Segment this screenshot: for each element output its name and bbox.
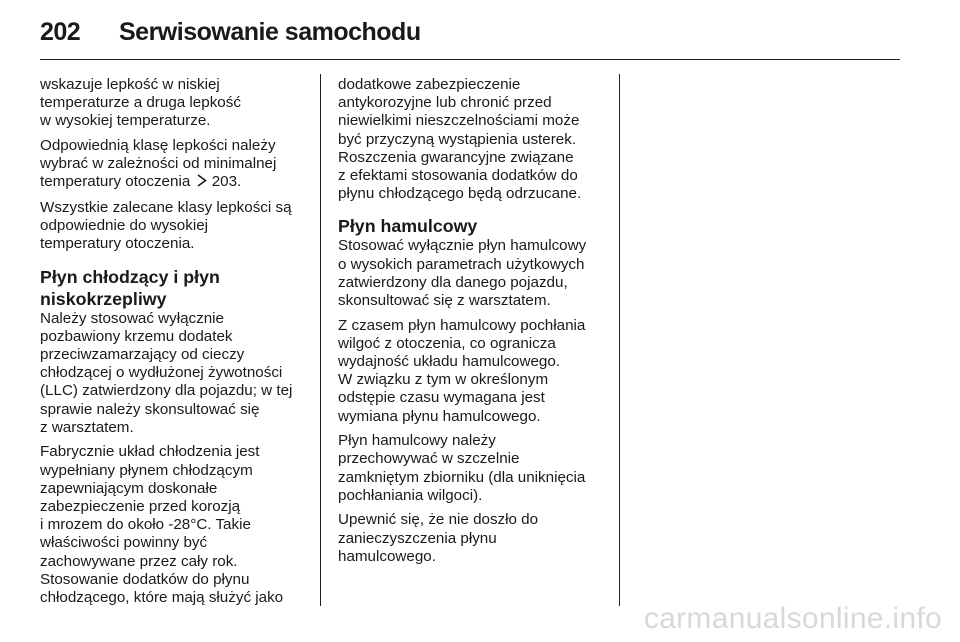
text-line: zatwierdzony dla danego pojazdu, bbox=[338, 273, 568, 291]
text-line: chłodzącej o wydłużonej żywotności bbox=[40, 364, 283, 382]
text-line: przechowywać w szczelnie bbox=[338, 450, 520, 468]
paragraph-brake-fluid-contamination bbox=[338, 511, 610, 566]
text-line: wskazuje lepkość w niskiej bbox=[40, 76, 220, 93]
text-line: sprawie należy skonsultować się bbox=[40, 400, 260, 418]
text-line: zabezpieczenie przed korozją bbox=[40, 498, 241, 516]
text-line: dodatkowe zabezpieczenie bbox=[338, 76, 521, 93]
text-line: wybrać w zależności od minimalnej bbox=[40, 155, 277, 173]
text-line: z efektami stosowania dodatków do bbox=[338, 167, 578, 185]
text-line: być przyczyną wystąpienia usterek. bbox=[338, 130, 577, 148]
text-line: Płyn hamulcowy należy bbox=[338, 432, 496, 450]
text-line: odpowiednie do wysokiej bbox=[40, 217, 209, 235]
heading-line: niskokrzepliwy bbox=[40, 288, 167, 309]
site-watermark: carmanualsonline.info bbox=[643, 602, 942, 635]
paragraph-coolant-type bbox=[40, 310, 312, 437]
heading-line: Płyn chłodzący i płyn bbox=[40, 266, 220, 287]
text-line: z warsztatem. bbox=[40, 418, 134, 436]
paragraph-brake-fluid-moisture bbox=[338, 317, 610, 426]
text-line: hamulcowego. bbox=[338, 547, 436, 565]
text-line: pozbawiony krzemu dodatek bbox=[40, 327, 233, 345]
text-line: Fabrycznie układ chłodzenia jest bbox=[40, 443, 260, 461]
section-heading-coolant bbox=[40, 266, 312, 310]
text-line: temperatury otoczenia. bbox=[40, 235, 195, 253]
text-line: antykorozyjne lub chronić przed bbox=[338, 94, 552, 112]
text-line: odstępie czasu wymagana jest bbox=[338, 389, 545, 407]
paragraph-viscosity-intro bbox=[40, 76, 312, 131]
text-line: temperatury otoczenia bbox=[40, 173, 195, 191]
text-line-with-reference bbox=[40, 173, 312, 192]
paragraph-coolant-factory-fill bbox=[40, 443, 312, 607]
text-line: chłodzącego, które mają służyć jako bbox=[40, 589, 284, 607]
text-line: Z czasem płyn hamulcowy pochłania bbox=[338, 316, 586, 334]
column-divider-right bbox=[619, 74, 620, 606]
text-line: Wszystkie zalecane klasy lepkości są bbox=[40, 199, 292, 216]
text-line: płynu chłodzącego będą odrzucane. bbox=[338, 185, 582, 203]
text-column-2 bbox=[338, 76, 610, 572]
page-reference-arrow-icon[interactable] bbox=[197, 174, 207, 192]
paragraph-brake-fluid-storage bbox=[338, 432, 610, 505]
text-line: o wysokich parametrach użytkowych bbox=[338, 255, 585, 273]
page-reference-number[interactable]: 203. bbox=[207, 173, 242, 191]
text-line: zamkniętym zbiorniku (dla uniknięcia bbox=[338, 468, 586, 486]
text-line: Stosować wyłącznie płyn hamulcowy bbox=[338, 237, 587, 255]
paragraph-viscosity-high-temp bbox=[40, 199, 312, 254]
text-line: pochłaniania wilgoci). bbox=[338, 486, 483, 504]
text-line: wilgoć z otoczenia, co ogranicza bbox=[338, 334, 556, 352]
text-line: Odpowiednią klasę lepkości należy bbox=[40, 137, 276, 154]
text-line: zapewniającym doskonałe bbox=[40, 479, 218, 497]
text-line: wypełniany płynem chłodzącym bbox=[40, 461, 253, 479]
text-line: (LLC) zatwierdzony dla pojazdu; w tej bbox=[40, 382, 293, 400]
text-line: temperaturze a druga lepkość bbox=[40, 94, 241, 112]
text-line: Stosowanie dodatków do płynu bbox=[40, 570, 250, 588]
text-line: Należy stosować wyłącznie bbox=[40, 309, 225, 327]
text-line: zachowywane przez cały rok. bbox=[40, 552, 238, 570]
text-line: W związku z tym w określonym bbox=[338, 371, 549, 389]
text-line: zanieczyszczenia płynu bbox=[338, 529, 497, 547]
paragraph-coolant-additives bbox=[338, 76, 610, 203]
heading-line: Płyn hamulcowy bbox=[338, 216, 478, 237]
text-line: wymiana płynu hamulcowego. bbox=[338, 407, 541, 425]
text-line: Roszczenia gwarancyjne związane bbox=[338, 148, 574, 166]
text-line: skonsultować się z warsztatem. bbox=[338, 292, 551, 310]
text-line: Upewnić się, że nie doszło do bbox=[338, 511, 539, 529]
text-line: niewielkimi nieszczelnościami może bbox=[338, 112, 580, 130]
page-number: 202 bbox=[40, 18, 81, 46]
text-line: przeciwzamarzający od cieczy bbox=[40, 346, 245, 364]
section-heading-brake-fluid bbox=[338, 215, 610, 237]
paragraph-viscosity-class bbox=[40, 137, 312, 193]
text-line: właściwości powinny być bbox=[40, 534, 208, 552]
header-rule bbox=[40, 59, 900, 60]
page-header bbox=[40, 14, 900, 54]
chapter-title: Serwisowanie samochodu bbox=[119, 18, 421, 46]
text-line: w wysokiej temperaturze. bbox=[40, 112, 211, 130]
text-column-1 bbox=[40, 76, 312, 614]
text-line: wydajność układu hamulcowego. bbox=[338, 353, 561, 371]
paragraph-brake-fluid-type bbox=[338, 237, 610, 310]
column-divider-left bbox=[320, 74, 321, 606]
text-line: i mrozem do około -28°C. Takie bbox=[40, 516, 251, 534]
